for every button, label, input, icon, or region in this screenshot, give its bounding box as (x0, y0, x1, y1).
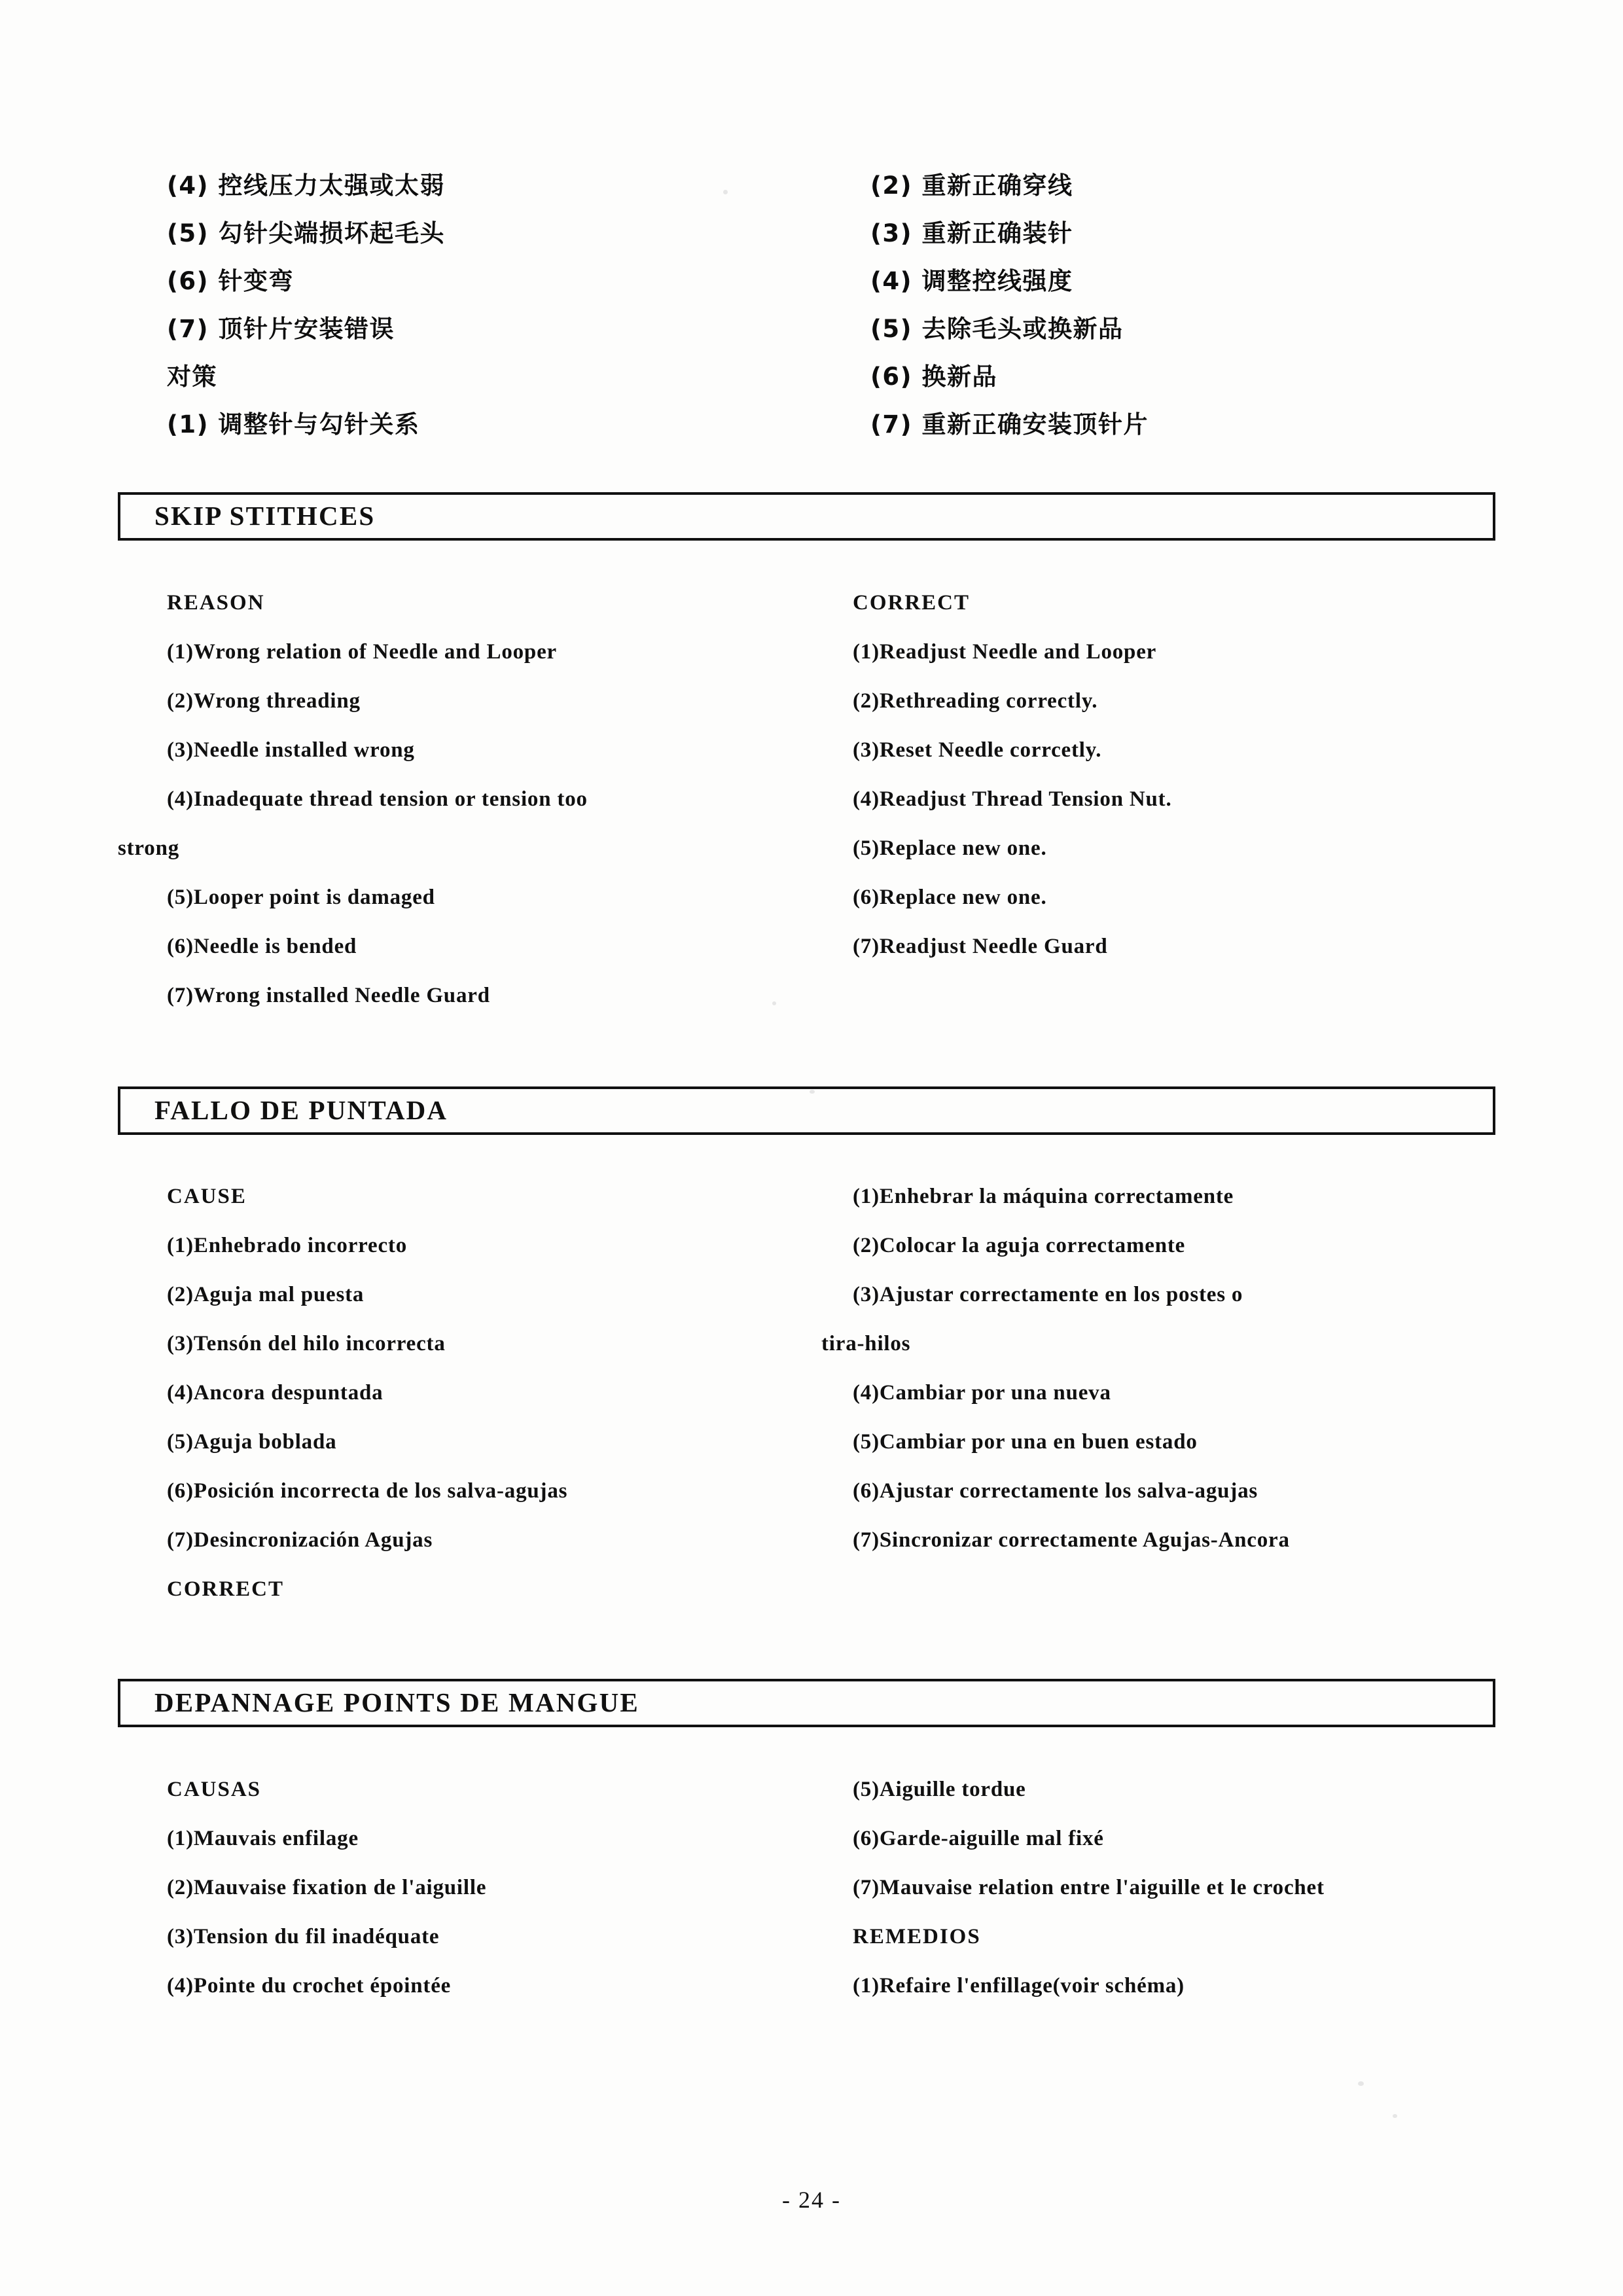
correct-column (821, 592, 1495, 1034)
column-heading: CAUSAS (167, 1778, 262, 1801)
column-heading: CORRECT (853, 591, 971, 615)
remedes-column (821, 1779, 1495, 2024)
list-item: (4)Pointe du crochet épointée (167, 1974, 452, 1998)
list-item: (1)Enhebrado incorrecto (167, 1234, 407, 1257)
list-item: (6)Ajustar correctamente los salva-agujas (853, 1479, 1258, 1503)
section-heading-box-depannage-points-de-mangue (118, 1679, 1495, 1727)
list-item: (7)Desincronización Agujas (167, 1528, 433, 1552)
section-title: DEPANNAGE POINTS DE MANGUE (154, 1687, 639, 1718)
list-item-continuation: tira-hilos (821, 1332, 911, 1355)
list-item: (3)Tension du fil inadéquate (167, 1925, 440, 1948)
section-body-skip-stithces (118, 592, 1495, 1034)
list-item: (1) 调整针与勾针关系 (167, 410, 420, 439)
list-item: (4) 控线压力太强或太弱 (167, 171, 445, 200)
section-body-fallo-de-puntada (118, 1186, 1495, 1628)
list-item: (7) 顶针片安装错误 (167, 315, 395, 343)
list-item: (1)Enhebrar la máquina correctamente (853, 1185, 1234, 1208)
column-heading-secondary: CORRECT (167, 1577, 285, 1601)
list-item: (6)Posición incorrecta de los salva-agujas (167, 1479, 568, 1503)
list-heading: 对策 (167, 363, 217, 391)
list-item: (1)Readjust Needle and Looper (853, 640, 1157, 664)
list-item: (5)Looper point is damaged (167, 886, 435, 909)
section-body-depannage-points-de-mangue (118, 1779, 1495, 2024)
list-item: (2)Mauvaise fixation de l'aiguille (167, 1876, 487, 1899)
causa-column (118, 1186, 821, 1628)
list-item: (7)Mauvaise relation entre l'aiguille et le crochet (853, 1876, 1325, 1899)
list-item: (3)Needle installed wrong (167, 738, 415, 762)
list-item: (5)Replace new one. (853, 836, 1047, 860)
list-item: (3) 重新正确装针 (870, 219, 1073, 247)
list-item: (3)Tensón del hilo incorrecta (167, 1332, 446, 1355)
scan-speckle (772, 1001, 776, 1005)
chinese-cause-column (167, 173, 870, 460)
list-item: (4)Inadequate thread tension or tension too (167, 787, 588, 811)
list-item: (5)Aiguille tordue (853, 1778, 1026, 1801)
list-item: (2)Aguja mal puesta (167, 1283, 365, 1306)
list-item-continuation: strong (118, 836, 180, 860)
remedio-column (821, 1186, 1495, 1628)
list-item: (7)Readjust Needle Guard (853, 935, 1108, 958)
causes-column (118, 1779, 821, 2024)
chinese-remedy-column (870, 173, 1469, 460)
list-item: (3)Reset Needle corrcetly. (853, 738, 1102, 762)
column-heading-secondary: REMEDIOS (853, 1925, 981, 1948)
list-item: (4)Readjust Thread Tension Nut. (853, 787, 1172, 811)
list-item: (5) 勾针尖端损坏起毛头 (167, 219, 445, 247)
list-item-text: (3)Ajustar correctamente en los postes o (853, 1283, 1243, 1306)
column-heading: REASON (167, 591, 265, 615)
column-heading: CAUSE (167, 1185, 247, 1208)
list-item: (5)Aguja boblada (167, 1430, 337, 1454)
section-title: SKIP STITHCES (154, 501, 376, 531)
list-item: (6)Replace new one. (853, 886, 1047, 909)
list-item: (4)Cambiar por una nueva (853, 1381, 1111, 1405)
section-heading-box-skip-stithces (118, 492, 1495, 541)
list-item: (6)Garde-aiguille mal fixé (853, 1827, 1104, 1850)
page-number: - 24 - (782, 2187, 841, 2213)
list-item: (6) 针变弯 (167, 267, 294, 295)
scan-speckle (723, 190, 728, 194)
scan-speckle (1358, 2081, 1364, 2086)
list-item: (2) 重新正确穿线 (870, 171, 1073, 200)
list-item: (4)Ancora despuntada (167, 1381, 383, 1405)
section-title: FALLO DE PUNTADA (154, 1095, 448, 1126)
reason-column (118, 592, 821, 1034)
list-item: (6)Needle is bended (167, 935, 357, 958)
list-item: (4) 调整控线强度 (870, 267, 1073, 295)
list-item: (7)Wrong installed Needle Guard (167, 984, 490, 1007)
list-item: (2)Wrong threading (167, 689, 361, 713)
list-item: (5)Cambiar por una en buen estado (853, 1430, 1198, 1454)
chinese-cause-remedy-block (167, 173, 1469, 460)
list-item: (6) 换新品 (870, 363, 997, 391)
scan-speckle (1393, 2114, 1397, 2118)
list-item: (1)Mauvais enfilage (167, 1827, 359, 1850)
section-heading-box-fallo-de-puntada (118, 1086, 1495, 1135)
scan-speckle (810, 1090, 815, 1094)
list-item: (7) 重新正确安装顶针片 (870, 410, 1149, 439)
list-item: (2)Rethreading correctly. (853, 689, 1098, 713)
list-item: (7)Sincronizar correctamente Agujas-Ancora (853, 1528, 1290, 1552)
list-item: (5) 去除毛头或换新品 (870, 315, 1124, 343)
list-item: (2)Colocar la aguja correctamente (853, 1234, 1186, 1257)
list-item (853, 1284, 1495, 1306)
list-item: (1)Wrong relation of Needle and Looper (167, 640, 557, 664)
list-item: (1)Refaire l'enfillage(voir schéma) (853, 1974, 1185, 1998)
